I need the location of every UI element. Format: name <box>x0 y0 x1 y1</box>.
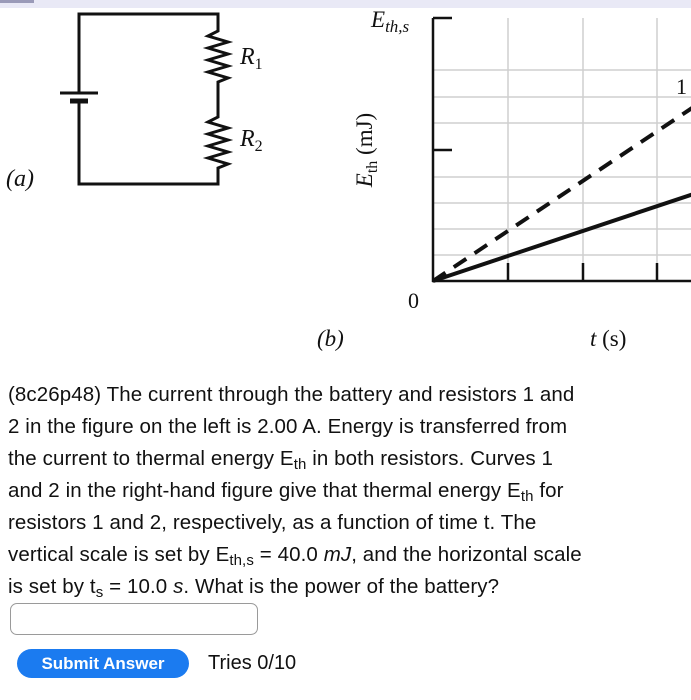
problem-line: vertical scale is set by $E_{th,s} = 40.0$ mJ, and the horizontal scale <box>8 543 582 569</box>
circuit-wire <box>79 14 218 184</box>
tries-counter: Tries 0/10 <box>208 652 297 674</box>
y-axis-label: $E_{th}$ (mJ) <box>352 112 381 188</box>
part-b-label: (b) <box>317 326 344 351</box>
answer-input[interactable] <box>10 603 258 635</box>
part-a-label: (a) <box>6 166 34 192</box>
graph-gridlines <box>433 18 691 281</box>
problem-line: the current to thermal energy $E_{th}$ in both resistors. Curves 1 <box>8 447 554 473</box>
resistor-r2 <box>208 114 228 170</box>
problem-line: is set by $t_s = 10.0$ s. What is the power of the battery? <box>8 575 500 601</box>
resistor-r1 <box>208 27 228 84</box>
graph-axes <box>432 18 691 282</box>
battery-symbol <box>60 93 98 101</box>
problem-line: (8c26p48) The current through the battery and resistors 1 and <box>8 383 575 406</box>
problem-line: resistors 1 and 2, respectively, as a function of time t. The <box>8 511 537 534</box>
curve-1-label: 1 <box>676 74 687 99</box>
curve-1-dashed <box>433 71 691 281</box>
resistor-r2-label: $R_2$ <box>240 126 263 155</box>
problem-statement <box>8 379 684 603</box>
circuit-diagram <box>79 14 228 184</box>
x-axis-label: t (s) <box>590 326 627 351</box>
submit-answer-button[interactable]: Submit Answer <box>17 649 189 678</box>
problem-line: 2 in the figure on the left is 2.00 A. Energy is transferred from <box>8 415 568 438</box>
y-scale-label: $E_{th,s}$ <box>371 7 410 36</box>
problem-line: and 2 in the right-hand figure give that thermal energy $E_{th}$ for <box>8 479 564 505</box>
origin-label: 0 <box>408 288 419 313</box>
resistor-r1-label: $R_1$ <box>240 44 263 73</box>
